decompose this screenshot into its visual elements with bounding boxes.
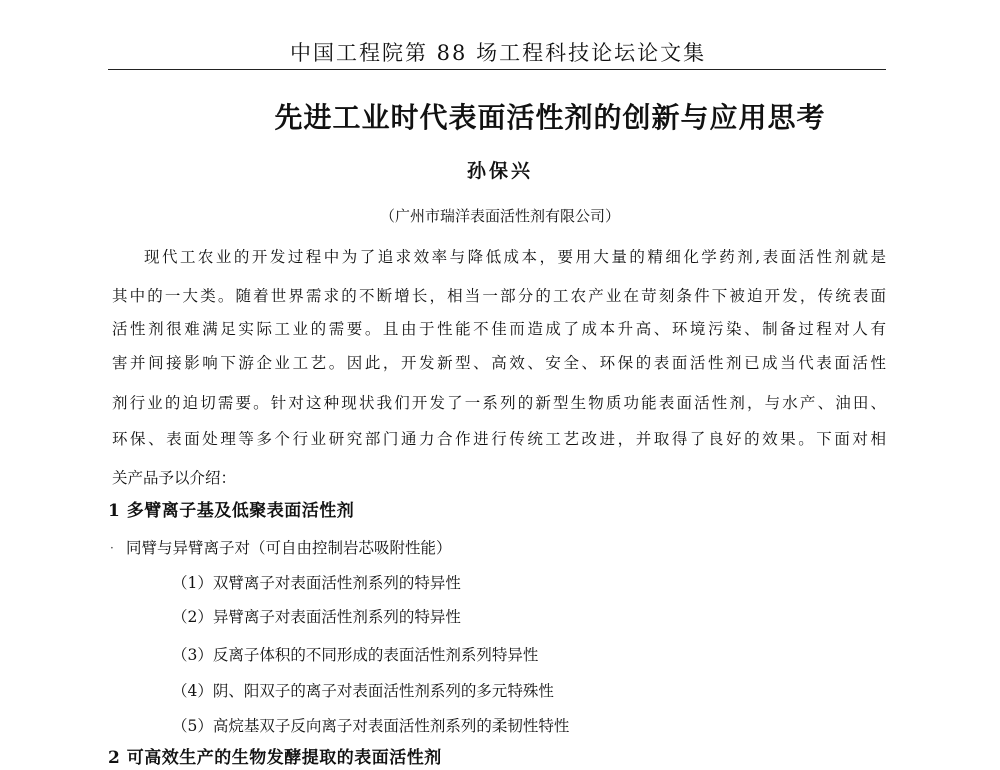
paragraph-line: 剂行业的迫切需要。针对这种现状我们开发了一系列的新型生物质功能表面活性剂，与水产、油田、	[112, 394, 886, 412]
section-heading-2: 2 可高效生产的生物发酵提取的表面活性剂	[108, 748, 442, 768]
author-affiliation: （广州市瑞洋表面活性剂有限公司）	[379, 207, 620, 225]
list-item: （4）阴、阳双子的离子对表面活性剂系列的多元特殊性	[172, 682, 554, 700]
paragraph-line: 害并间接影响下游企业工艺。因此，开发新型、高效、安全、环保的表面活性剂已成当代表面活性	[112, 354, 886, 372]
paragraph-line: 环保、表面处理等多个行业研究部门通力合作进行传统工艺改进，并取得了良好的效果。下面对相	[112, 430, 886, 448]
running-header: 中国工程院第 88 场工程科技论坛论文集	[290, 41, 707, 65]
list-item: （5）高烷基双子反向离子对表面活性剂系列的柔韧性特性	[172, 717, 570, 735]
paragraph-line: 现代工农业的开发过程中为了追求效率与降低成本，要用大量的精细化学药剂,表面活性剂就是	[144, 248, 886, 266]
section-heading-1: 1 多臂离子基及低聚表面活性剂	[108, 501, 355, 521]
subheading: 同臂与异臂离子对（可自由控制岩芯吸附性能）	[126, 539, 452, 557]
list-item: （3）反离子体积的不同形成的表面活性剂系列特异性	[172, 646, 539, 664]
bullet-mark: ·	[110, 541, 114, 555]
list-item: （1）双臂离子对表面活性剂系列的特异性	[172, 574, 461, 592]
header-rule	[108, 69, 886, 70]
paragraph-line: 关产品予以介绍：	[112, 469, 237, 487]
author-name: 孙保兴	[466, 160, 533, 182]
paper-title: 先进工业时代表面活性剂的创新与应用思考	[274, 101, 826, 134]
paragraph-line: 活性剂很难满足实际工业的需要。且由于性能不佳而造成了成本升高、环境污染、制备过程对人有	[112, 320, 886, 338]
paragraph-line: 其中的一大类。随着世界需求的不断增长，相当一部分的工农产业在苛刻条件下被迫开发，传统表面	[112, 287, 886, 305]
list-item: （2）异臂离子对表面活性剂系列的特异性	[172, 608, 461, 626]
